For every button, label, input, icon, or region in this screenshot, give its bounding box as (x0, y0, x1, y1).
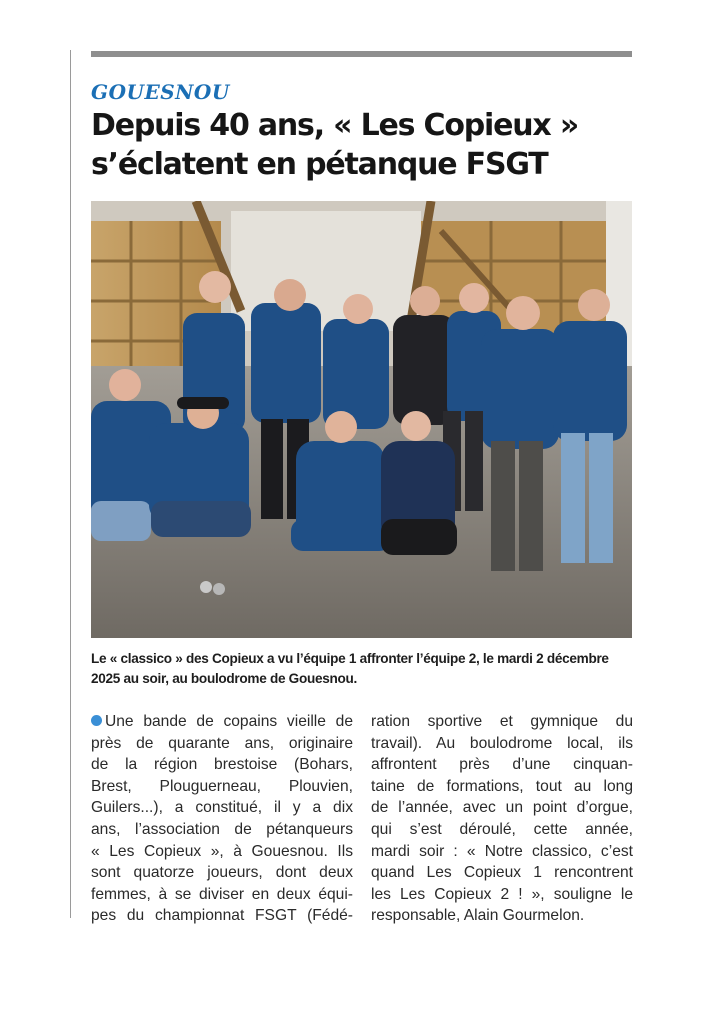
body-line: ration sportive et gymnique du (371, 713, 633, 730)
body-line: quand Les Copieux 1 rencontrent (371, 864, 633, 882)
section-top-bar (91, 51, 632, 57)
headline-line-1: Depuis 40 ans, « Les Copieux » (91, 108, 579, 143)
body-line: « Les Copieux », à Gouesnou. Ils (91, 842, 353, 860)
caption-line-2: 2025 au soir, au boulodrome de Gouesnou. (91, 671, 357, 686)
headline-line-2: s’éclatent en pétanque FSGT (91, 147, 548, 182)
caption-line-1: Le « classico » des Copieux a vu l’équipe 1 affronter l’équipe 2, le mardi 2 décembre (91, 651, 609, 666)
body-line: Guilers...), a constitué, il y a dix (91, 799, 353, 817)
body-line: de la région brestoise (Bohars, (91, 756, 353, 774)
photo-caption (91, 649, 636, 689)
body-line: femmes, à se diviser en deux équi- (91, 885, 353, 903)
body-line: affrontent près d’une cinquan- (371, 756, 633, 774)
body-line: pes du championnat FSGT (Fédé- (91, 907, 353, 925)
body-line: qui s’est déroulé, cette année, (371, 820, 633, 838)
article-headline (91, 106, 651, 184)
body-line: travail). Au boulodrome local, ils (371, 734, 633, 752)
body-line: Brest, Plouguerneau, Plouvien, (91, 777, 353, 795)
body-line: mardi soir : « Notre classico, c’est (371, 842, 633, 860)
body-line: près de quarante ans, originaire (91, 734, 353, 752)
team-photo (91, 201, 632, 638)
body-line: de l’année, avec un point d’orgue, (371, 799, 633, 817)
body-line: les Les Copieux 2 ! », souligne le (371, 885, 633, 903)
article-kicker: GOUESNOU (91, 80, 230, 104)
body-line: taine de formations, tout au long (371, 777, 633, 795)
body-line: Une bande de copains vieille de (105, 713, 353, 730)
body-line: responsable, Alain Gourmelon. (371, 907, 585, 925)
body-column-2 (371, 711, 633, 927)
blue-dot-icon (91, 715, 102, 726)
body-line: sont quatorze joueurs, dont deux (91, 864, 353, 882)
body-line: ans, l’association de pétanqueurs (91, 820, 353, 838)
team-photo-illustration (91, 201, 632, 638)
page-margin-rule (70, 50, 71, 918)
body-column-1 (91, 711, 353, 927)
